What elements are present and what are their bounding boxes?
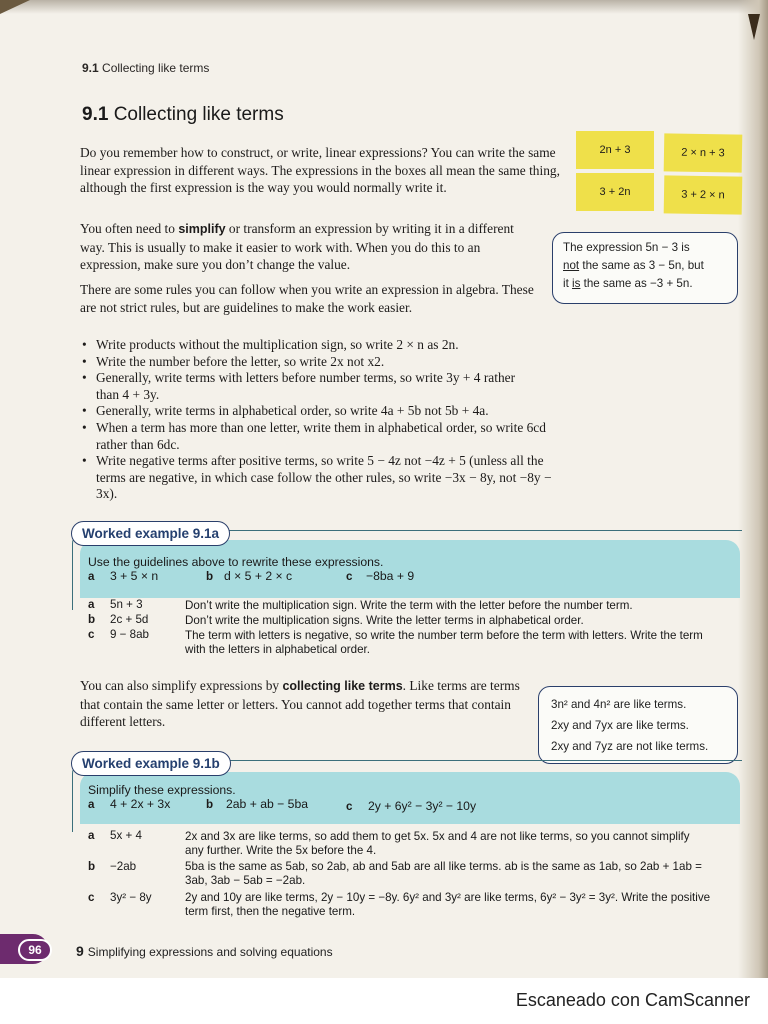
note-underlined-word: is xyxy=(572,277,581,290)
book-spine xyxy=(738,0,768,978)
part-expression: 2y + 6y² − 3y² − 10y xyxy=(368,799,477,813)
simplify-text-start: You often need to xyxy=(80,221,179,236)
part-label: a xyxy=(88,570,95,583)
answer-explanation: 2y and 10y are like terms, 2y − 10y = −8y. 6y² and 3y² are like terms, 6y² − 3y² = 3y². Write the positive term first, then the negative term. xyxy=(185,891,711,918)
part-expression: 4 + 2x + 3x xyxy=(110,797,171,811)
worked-example-question: Simplify these expressions. xyxy=(88,783,236,797)
answer-result: −2ab xyxy=(110,860,137,873)
worked-example-question: Use the guidelines above to rewrite these expressions. xyxy=(88,555,384,569)
part-expression: 2ab + ab − 5ba xyxy=(226,797,309,811)
page-number: 96 xyxy=(18,939,52,961)
running-head-number: 9.1 xyxy=(82,61,99,75)
rules-paragraph: There are some rules you can follow when you write an expression in algebra. These are not strict rules, but are guidelines to make the work easier. xyxy=(80,282,534,315)
guidelines-list xyxy=(80,337,570,503)
answer-result: 3y² − 8y xyxy=(110,891,152,904)
expression-box: 2 × n + 3 xyxy=(664,133,743,172)
running-head xyxy=(82,61,209,75)
answer-result: 5x + 4 xyxy=(110,829,142,842)
guideline-item: • Generally, write terms with letters before number terms, so write 3y + 4 rather than 4 + 3y. xyxy=(80,370,540,403)
guideline-item: • Write the number before the letter, so write 2x not x2. xyxy=(80,354,570,371)
answer-label: a xyxy=(88,829,95,842)
part-label: a xyxy=(88,798,95,811)
note-line-text: it xyxy=(563,277,573,290)
page-shadow xyxy=(0,0,768,14)
expression-box: 3 + 2n xyxy=(576,173,654,211)
note-line-text: the same as −3 + 5n. xyxy=(580,277,693,290)
chapter-title: Simplifying expressions and solving equations xyxy=(87,945,333,959)
running-head-title: Collecting like terms xyxy=(102,61,210,75)
answer-label: a xyxy=(88,598,95,611)
page-corner xyxy=(0,0,30,14)
answer-label: b xyxy=(88,613,96,626)
answer-label: c xyxy=(88,628,95,641)
guideline-item: • Write products without the multiplication sign, so write 2 × n as 2n. xyxy=(80,337,570,354)
answer-result: 2c + 5d xyxy=(110,613,149,626)
answer-label: c xyxy=(88,891,95,904)
guideline-item: • When a term has more than one letter, write them in alphabetical order, so write 6cd rather than 6dc. xyxy=(80,420,555,453)
collecting-text-end: . Like terms are terms that contain the same letter or letters. You cannot add together terms that contain different letters. xyxy=(80,678,520,729)
note-line: 2xy and 7yx are like terms. xyxy=(551,719,689,732)
collecting-text-start: You can also simplify expressions by xyxy=(80,678,283,693)
answer-explanation: The term with letters is negative, so write the number term before the term with letters. Write the term with the letters in alphabetical order. xyxy=(185,629,703,656)
section-heading xyxy=(82,104,284,126)
section-number: 9.1 xyxy=(82,104,109,125)
guideline-item: • Generally, write terms in alphabetical order, so write 4a + 5b not 5b + 4a. xyxy=(80,403,570,420)
simplify-text-end: or transform an expression by writing it in a different way. This is usually to make it easier to work with. When you do this to an expression, make sure you don’t change the value. xyxy=(80,221,514,272)
expression-box: 2n + 3 xyxy=(576,131,654,169)
guideline-item: • Write negative terms after positive terms, so write 5 − 4z not −4z + 5 (unless all the terms are negative, in which case follow the other rules, so write −3x − 8y, not −8y − 3x). xyxy=(80,453,560,503)
expression-box: 3 + 2 × n xyxy=(664,175,743,214)
collecting-keyword: collecting like terms xyxy=(282,679,403,693)
note-underlined-word: not xyxy=(563,259,580,272)
part-label: b xyxy=(206,798,214,811)
part-label: c xyxy=(346,800,353,813)
note-line xyxy=(563,275,727,293)
note-box-expression xyxy=(552,232,738,304)
note-line: The expression 5n − 3 is xyxy=(563,241,690,254)
footer-chapter xyxy=(76,943,333,959)
part-label: b xyxy=(206,570,214,583)
answer-result: 9 − 8ab xyxy=(110,628,150,641)
simplify-paragraph xyxy=(80,220,540,274)
simplify-keyword: simplify xyxy=(178,222,226,236)
answer-explanation: 5ba is the same as 5ab, so 2ab, ab and 5ab are all like terms. ab is the same as 1ab, so 2ab + 1ab = 3ab, 3ab − 5ab = −2ab. xyxy=(185,860,702,887)
intro-paragraph: Do you remember how to construct, or write, linear expressions? You can write the same linear expression in different ways. The expressions in the boxes all mean the same thing, although the first expression is the way you would normally write it. xyxy=(80,145,560,195)
collecting-paragraph xyxy=(80,677,530,731)
note-line-text: the same as 3 − 5n, but xyxy=(579,259,704,272)
answer-explanation: Don’t write the multiplication signs. Write the letter terms in alphabetical order. xyxy=(185,614,584,627)
part-expression: d × 5 + 2 × c xyxy=(224,569,293,583)
corner-bookmark xyxy=(748,14,760,40)
note-line xyxy=(563,257,727,275)
scanner-watermark: Escaneado con CamScanner xyxy=(515,990,750,1010)
part-label: c xyxy=(346,570,353,583)
answer-explanation: 2x and 3x are like terms, so add them to get 5x. 5x and 4 are not like terms, so you cannot simplify any further. Write the 5x before the 4. xyxy=(185,830,690,857)
note-box-like-terms xyxy=(538,686,738,764)
note-line: 3n² and 4n² are like terms. xyxy=(551,698,687,711)
answer-explanation: Don’t write the multiplication sign. Write the term with the letter before the number term. xyxy=(185,599,633,612)
section-title: Collecting like terms xyxy=(113,104,284,125)
part-expression: −8ba + 9 xyxy=(366,569,415,583)
chapter-number: 9 xyxy=(76,943,84,959)
worked-example-label: Worked example 9.1b xyxy=(71,751,231,776)
answer-result: 5n + 3 xyxy=(110,598,143,611)
part-expression: 3 + 5 × n xyxy=(110,569,159,583)
note-line: 2xy and 7yz are not like terms. xyxy=(551,740,709,753)
answer-label: b xyxy=(88,860,96,873)
worked-example-label: Worked example 9.1a xyxy=(71,521,230,546)
